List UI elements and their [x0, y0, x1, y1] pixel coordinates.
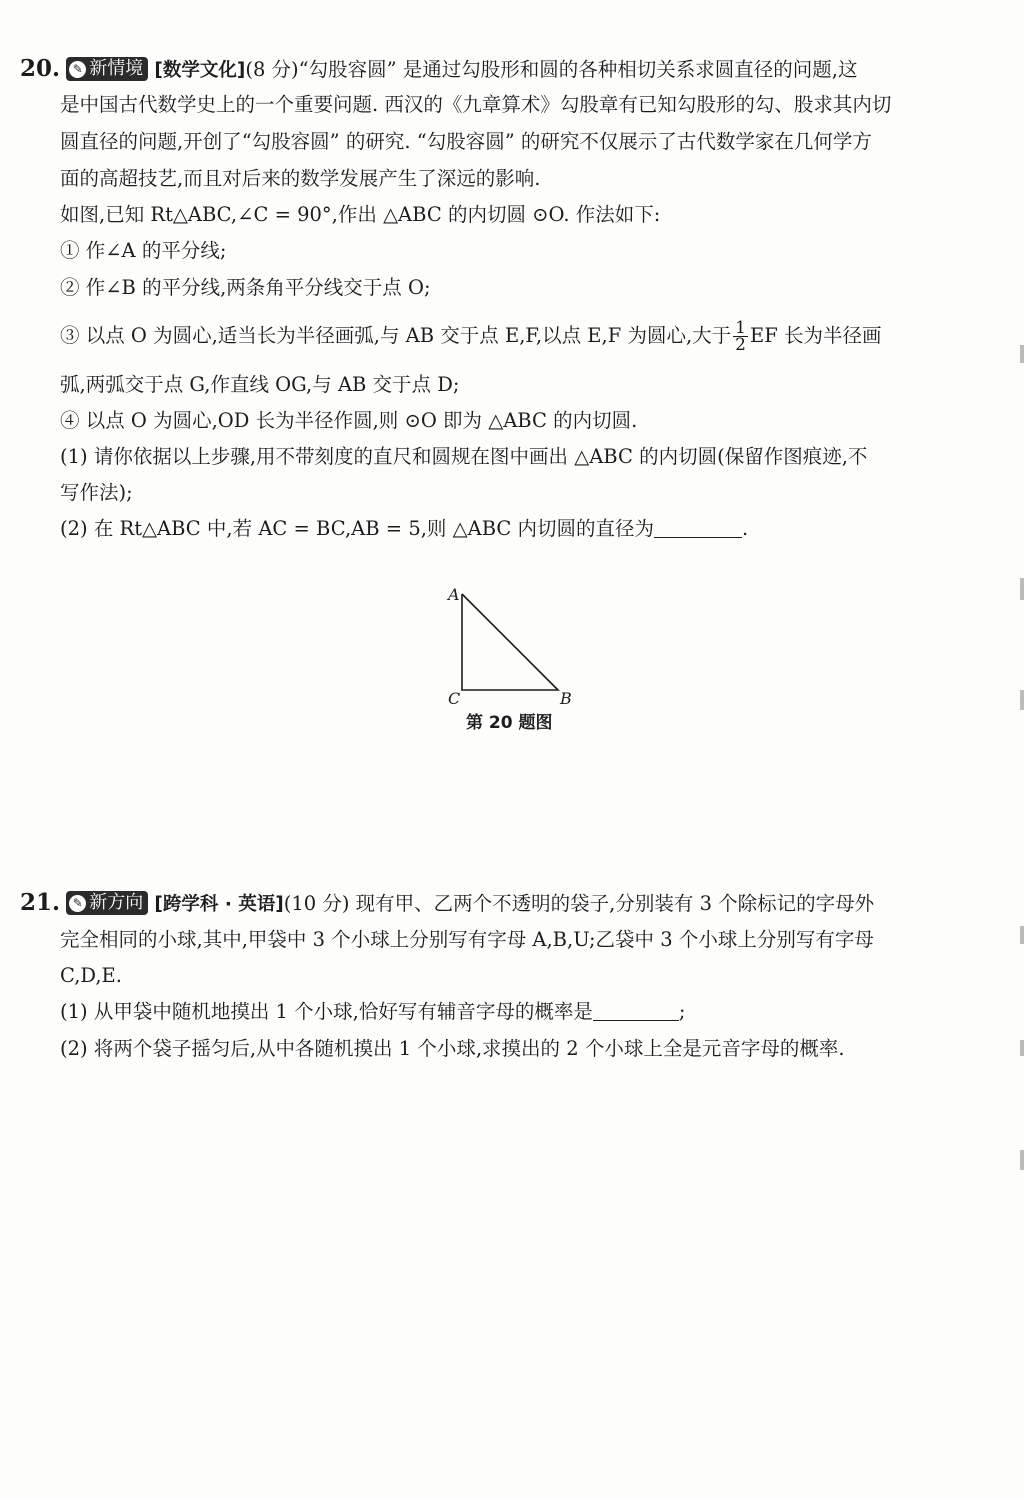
vertex-label-b: B	[560, 689, 572, 708]
q20-step-3c: 弧,两弧交于点 G,作直线 OG,与 AB 交于点 D;	[60, 373, 460, 396]
q20-text-1: (8 分)“勾股容圆” 是通过勾股形和圆的各种相切关系求圆直径的问题,这	[245, 58, 858, 81]
edge-mark	[1020, 578, 1024, 600]
q20-number: 20.	[20, 55, 61, 82]
q21-text-3: C,D,E.	[60, 964, 122, 987]
q20-step-1: ① 作∠A 的平分线;	[60, 239, 227, 262]
answer-blank[interactable]	[654, 517, 742, 538]
edge-mark	[1020, 690, 1024, 710]
q21-badge	[66, 891, 148, 915]
edge-mark	[1020, 345, 1024, 363]
q21-part-2: (2) 将两个袋子摇匀后,从中各随机摸出 1 个小球,求摸出的 2 个小球上全是元音字母的概率.	[60, 1037, 845, 1060]
fraction-half	[733, 320, 748, 353]
q20-step-3b: EF 长为半径画	[750, 324, 882, 347]
fraction-numerator: 1	[735, 318, 746, 338]
q20-part-2-text: (2) 在 Rt△ABC 中,若 AC = BC,AB = 5,则 △ABC 内切圆的直径为	[60, 517, 655, 540]
q20-text-2: 是中国古代数学史上的一个重要问题. 西汉的《九章算术》勾股章有已知勾股形的勾、股求其内切	[60, 93, 892, 116]
q21-text-1: (10 分) 现有甲、乙两个不透明的袋子,分别装有 3 个除标记的字母外	[283, 892, 875, 915]
pen-icon: ✎	[69, 61, 86, 78]
q21-badge-label: 新方向	[89, 892, 144, 913]
edge-mark	[1020, 926, 1024, 944]
q21-tag: [跨学科 · 英语]	[154, 894, 284, 915]
q20-text-4: 面的高超技艺,而且对后来的数学发展产生了深远的影响.	[60, 167, 541, 190]
figure-caption: 第 20 题图	[466, 713, 553, 733]
q20-line-1	[20, 54, 858, 86]
vertex-label-c: C	[448, 689, 461, 708]
q20-text-3: 圆直径的问题,开创了“勾股容圆” 的研究. “勾股容圆” 的研究不仅展示了古代数学家在几何学方	[60, 130, 872, 153]
q21-part-1-end: ;	[678, 1000, 686, 1023]
q21-number: 21.	[20, 889, 61, 916]
q20-part-2-end: .	[742, 517, 749, 540]
triangle-abc	[462, 594, 558, 690]
triangle-figure	[440, 580, 590, 720]
q21-part-1-text: (1) 从甲袋中随机地摸出 1 个小球,恰好写有辅音字母的概率是	[60, 1000, 593, 1023]
q20-step-3a: ③ 以点 O 为圆心,适当长为半径画弧,与 AB 交于点 E,F,以点 E,F 为圆心,大于	[60, 324, 732, 347]
q20-step-4: ④ 以点 O 为圆心,OD 长为半径作圆,则 ⊙O 即为 △ABC 的内切圆.	[60, 409, 638, 432]
answer-blank[interactable]	[593, 1000, 679, 1021]
q21-text-2: 完全相同的小球,其中,甲袋中 3 个小球上分别写有字母 A,B,U;乙袋中 3 个小球上分别写有字母	[60, 928, 874, 951]
fraction-denominator: 2	[735, 335, 746, 355]
q20-part-2	[60, 514, 748, 544]
q20-badge-label: 新情境	[89, 58, 144, 79]
q20-step-2: ② 作∠B 的平分线,两条角平分线交于点 O;	[60, 276, 431, 299]
q20-badge	[66, 57, 148, 81]
q20-text-5: 如图,已知 Rt△ABC,∠C = 90°,作出 △ABC 的内切圆 ⊙O. 作法如下:	[60, 203, 661, 226]
q20-part-1b: 写作法);	[60, 481, 133, 504]
vertex-label-a: A	[448, 585, 460, 604]
q21-line-1	[20, 888, 874, 920]
edge-mark	[1020, 1150, 1024, 1170]
q21-part-1	[60, 997, 685, 1027]
q20-step-3	[60, 320, 881, 353]
pen-icon: ✎	[69, 895, 86, 912]
q20-part-1a: (1) 请你依据以上步骤,用不带刻度的直尺和圆规在图中画出 △ABC 的内切圆(保留作图痕迹,不	[60, 445, 868, 468]
q20-tag: [数学文化]	[154, 60, 246, 81]
edge-mark	[1020, 1040, 1024, 1056]
